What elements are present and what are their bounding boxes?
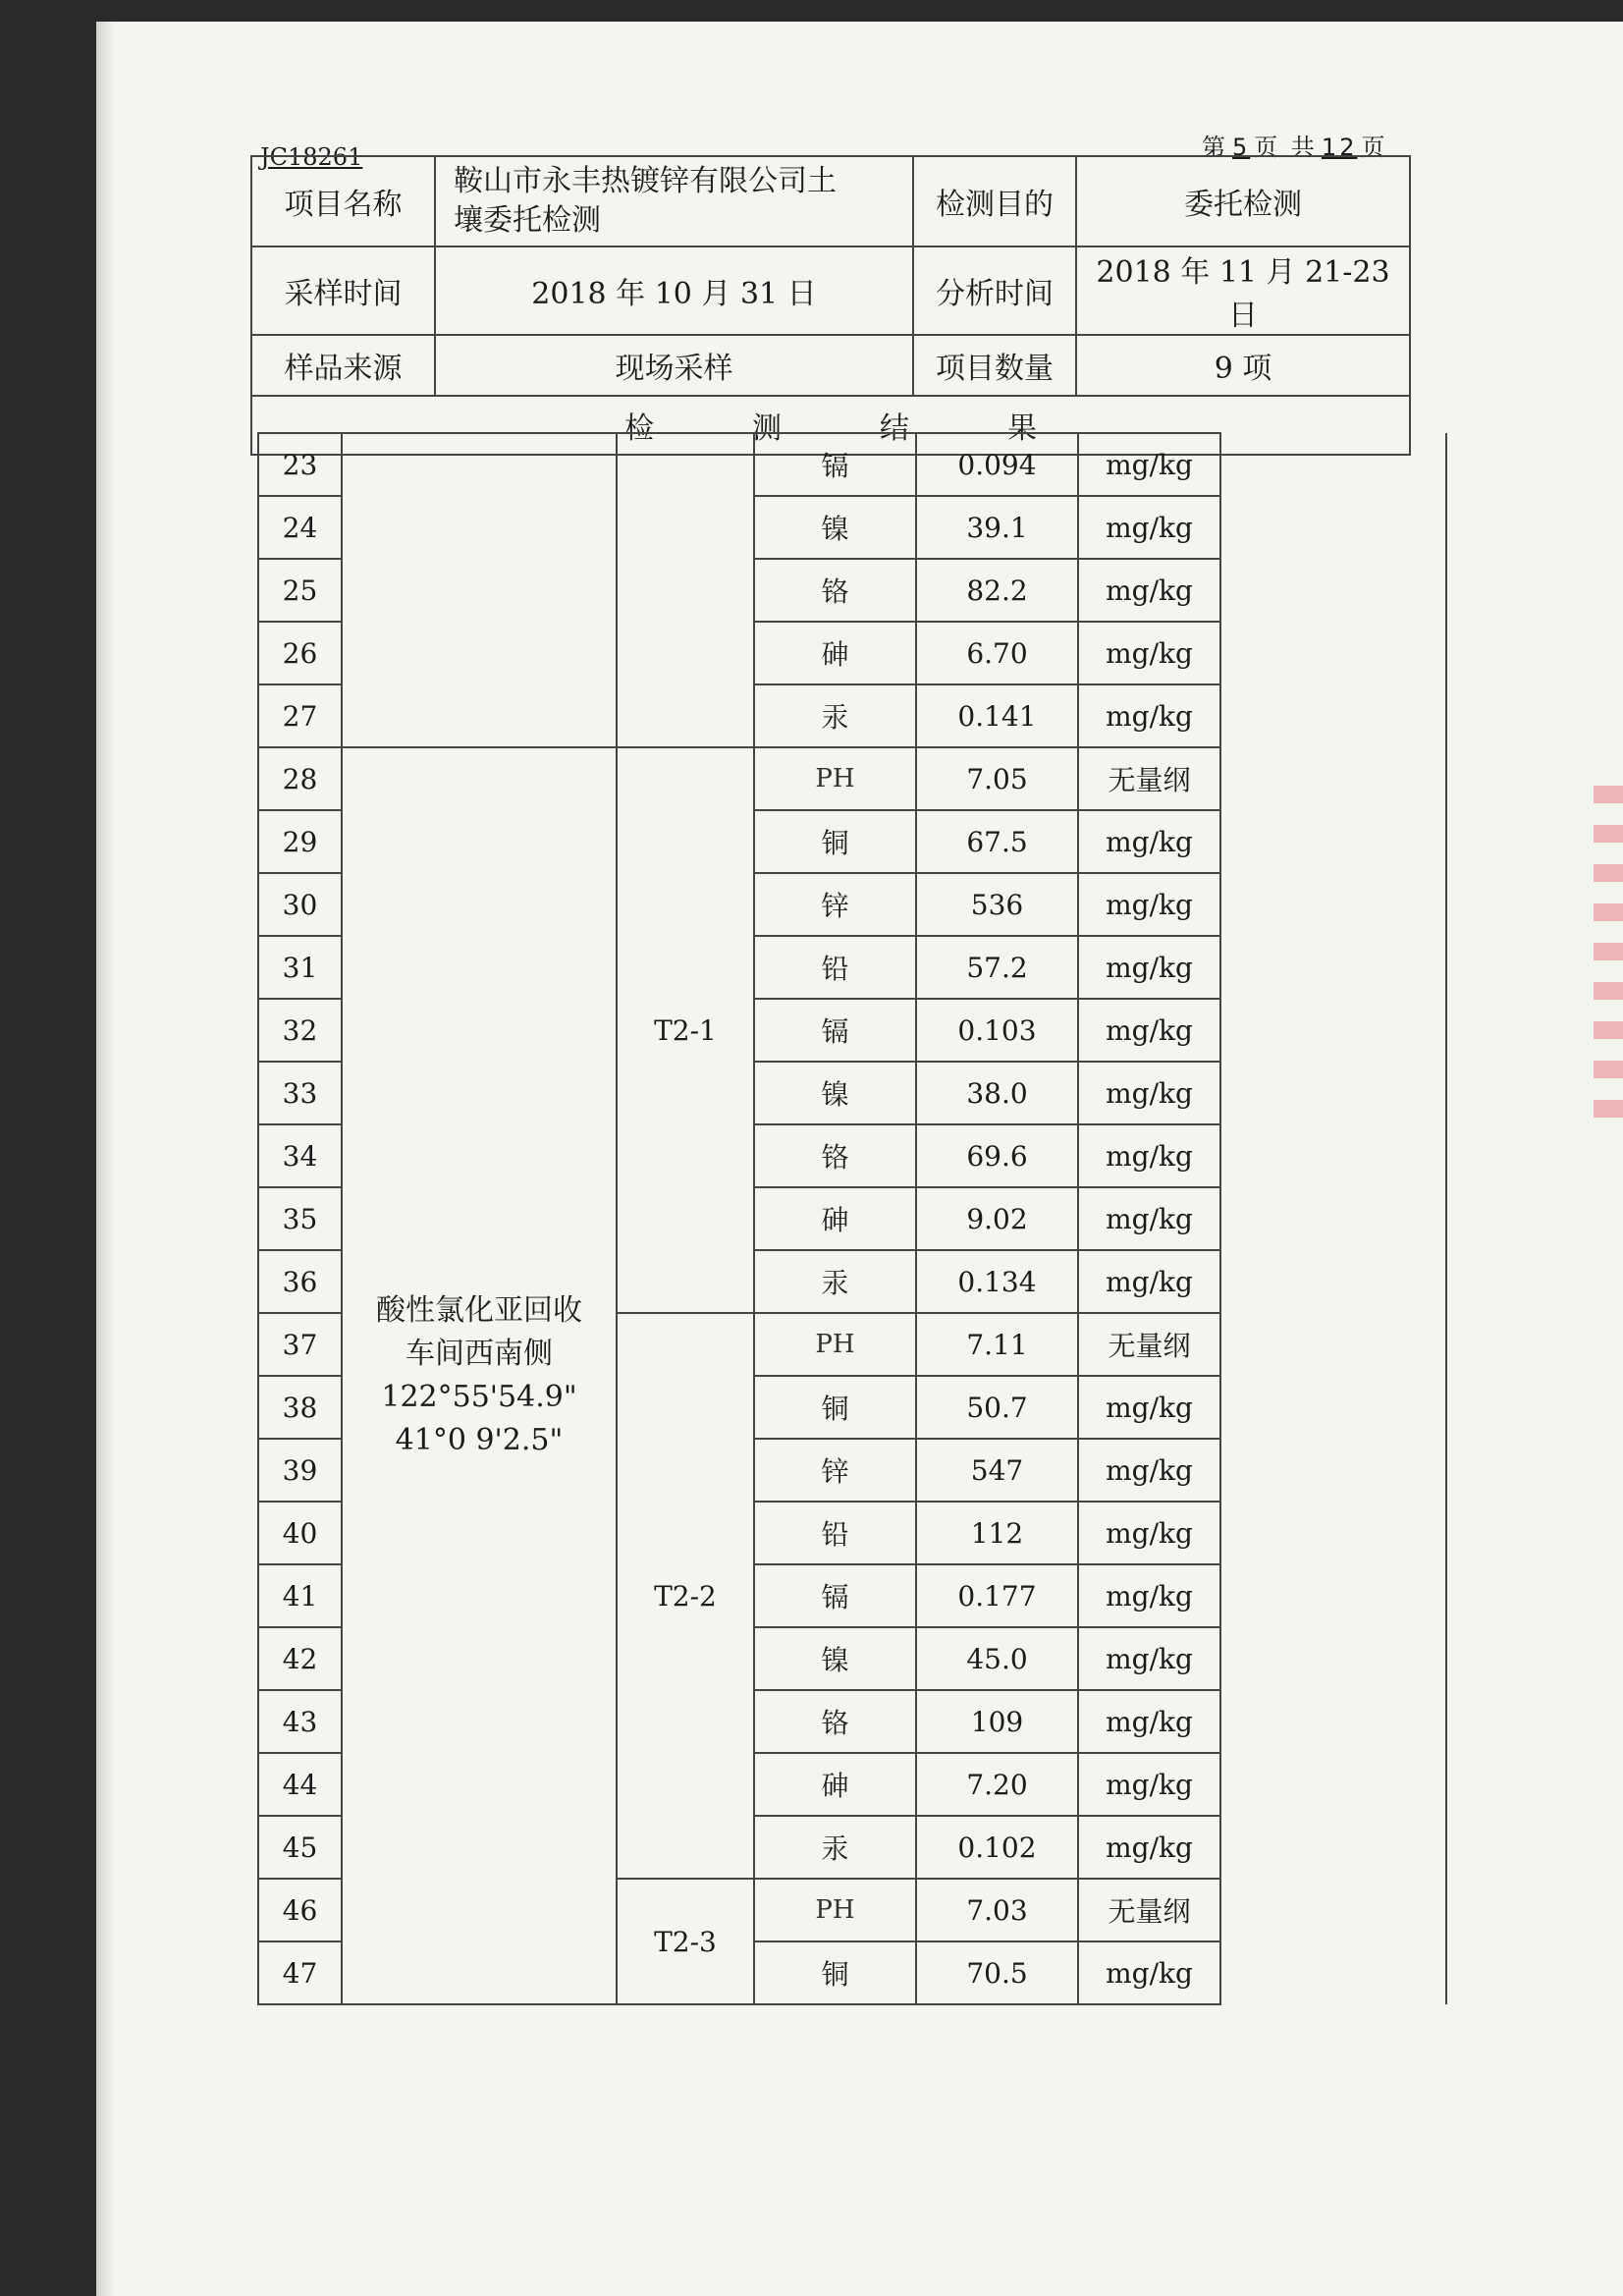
item-name: 镍 — [754, 1627, 916, 1690]
item-unit: mg/kg — [1078, 684, 1220, 747]
item-value: 38.0 — [916, 1062, 1078, 1124]
page-suffix: 页 — [1361, 134, 1388, 161]
item-count-label: 项目数量 — [913, 335, 1076, 396]
sample-cell-previous — [617, 433, 754, 747]
row-index: 36 — [258, 1250, 342, 1313]
row-index: 23 — [258, 433, 342, 496]
item-name: 铜 — [754, 810, 916, 873]
row-index: 46 — [258, 1879, 342, 1941]
item-value: 7.20 — [916, 1753, 1078, 1816]
row-index: 45 — [258, 1816, 342, 1879]
item-unit: mg/kg — [1078, 1690, 1220, 1753]
row-index: 43 — [258, 1690, 342, 1753]
item-name: 汞 — [754, 684, 916, 747]
item-unit: mg/kg — [1078, 1187, 1220, 1250]
item-name: 汞 — [754, 1250, 916, 1313]
item-name: 砷 — [754, 1187, 916, 1250]
project-name-value — [435, 156, 913, 246]
item-value: 7.03 — [916, 1879, 1078, 1941]
page-total: 12 — [1321, 134, 1358, 161]
item-unit: mg/kg — [1078, 873, 1220, 936]
item-unit: mg/kg — [1078, 1627, 1220, 1690]
location-longitude: 122°55'54.9" — [381, 1380, 577, 1414]
row-index: 30 — [258, 873, 342, 936]
project-name-line1: 鞍山市永丰热镀锌有限公司土 — [454, 164, 837, 198]
item-value: 547 — [916, 1439, 1078, 1502]
item-name: PH — [754, 747, 916, 810]
item-name: 砷 — [754, 622, 916, 684]
item-name: 锌 — [754, 1439, 916, 1502]
row-index: 32 — [258, 999, 342, 1062]
results-table — [257, 432, 1447, 2005]
item-value: 6.70 — [916, 622, 1078, 684]
item-unit: 无量纲 — [1078, 747, 1220, 810]
item-unit: mg/kg — [1078, 622, 1220, 684]
item-name: 铅 — [754, 936, 916, 999]
project-name-label: 项目名称 — [251, 156, 435, 246]
item-value: 67.5 — [916, 810, 1078, 873]
item-unit: mg/kg — [1078, 1439, 1220, 1502]
sample-id-t2-2: T2-2 — [617, 1313, 754, 1879]
location-line1: 酸性氯化亚回收 — [376, 1293, 582, 1328]
location-cell-previous — [342, 433, 617, 747]
item-unit: mg/kg — [1078, 1564, 1220, 1627]
blank-column — [1220, 433, 1446, 2004]
item-unit: mg/kg — [1078, 433, 1220, 496]
item-value: 69.6 — [916, 1124, 1078, 1187]
red-seal-stamp-edge — [1594, 786, 1623, 1139]
row-index: 39 — [258, 1439, 342, 1502]
purpose-label: 检测目的 — [913, 156, 1076, 246]
item-name: 铅 — [754, 1502, 916, 1564]
item-unit: 无量纲 — [1078, 1313, 1220, 1376]
header-row-source — [251, 335, 1410, 396]
item-unit: mg/kg — [1078, 1124, 1220, 1187]
item-name: 铬 — [754, 1690, 916, 1753]
sample-source-label: 样品来源 — [251, 335, 435, 396]
item-name: 汞 — [754, 1816, 916, 1879]
item-name: PH — [754, 1879, 916, 1941]
item-unit: mg/kg — [1078, 936, 1220, 999]
item-name: 铜 — [754, 1376, 916, 1439]
report-header-table — [250, 155, 1411, 456]
row-index: 40 — [258, 1502, 342, 1564]
item-unit: mg/kg — [1078, 1062, 1220, 1124]
results-title: 检测结果 — [251, 396, 1410, 455]
item-name: 铜 — [754, 1941, 916, 2004]
row-index: 38 — [258, 1376, 342, 1439]
item-value: 0.094 — [916, 433, 1078, 496]
row-index: 37 — [258, 1313, 342, 1376]
item-unit: mg/kg — [1078, 496, 1220, 559]
item-unit: mg/kg — [1078, 810, 1220, 873]
row-index: 31 — [258, 936, 342, 999]
sampling-time-label: 采样时间 — [251, 246, 435, 335]
item-name: 镉 — [754, 433, 916, 496]
item-name: 锌 — [754, 873, 916, 936]
item-unit: 无量纲 — [1078, 1879, 1220, 1941]
item-unit: mg/kg — [1078, 1502, 1220, 1564]
item-unit: mg/kg — [1078, 999, 1220, 1062]
page-prefix: 第 — [1202, 134, 1228, 161]
row-index: 25 — [258, 559, 342, 622]
purpose-value: 委托检测 — [1076, 156, 1410, 246]
sample-id-t2-3: T2-3 — [617, 1879, 754, 2004]
header-row-time — [251, 246, 1410, 335]
page-mid: 页 共 — [1254, 134, 1318, 161]
item-value: 112 — [916, 1502, 1078, 1564]
item-value: 45.0 — [916, 1627, 1078, 1690]
row-index: 34 — [258, 1124, 342, 1187]
item-name: 镍 — [754, 1062, 916, 1124]
item-value: 0.102 — [916, 1816, 1078, 1879]
location-cell — [342, 747, 617, 2004]
item-value: 50.7 — [916, 1376, 1078, 1439]
analysis-time-label: 分析时间 — [913, 246, 1076, 335]
row-index: 33 — [258, 1062, 342, 1124]
row-index: 28 — [258, 747, 342, 810]
header-row-project — [251, 156, 1410, 246]
item-value: 57.2 — [916, 936, 1078, 999]
page-binding-shadow — [96, 22, 114, 2296]
item-value: 109 — [916, 1690, 1078, 1753]
row-index: 44 — [258, 1753, 342, 1816]
sample-id-t2-1: T2-1 — [617, 747, 754, 1313]
item-value: 7.11 — [916, 1313, 1078, 1376]
item-count-value: 9 项 — [1076, 335, 1410, 396]
location-latitude: 41°0 9'2.5" — [395, 1423, 564, 1457]
item-value: 39.1 — [916, 496, 1078, 559]
item-name: 镉 — [754, 1564, 916, 1627]
item-unit: mg/kg — [1078, 559, 1220, 622]
item-unit: mg/kg — [1078, 1376, 1220, 1439]
item-value: 0.177 — [916, 1564, 1078, 1627]
sampling-time-value: 2018 年 10 月 31 日 — [435, 246, 913, 335]
page-current: 5 — [1232, 134, 1251, 161]
item-value: 0.141 — [916, 684, 1078, 747]
item-name: 镉 — [754, 999, 916, 1062]
sample-source-value: 现场采样 — [435, 335, 913, 396]
item-value: 82.2 — [916, 559, 1078, 622]
document-code: JC18261 — [260, 143, 363, 171]
item-value: 0.103 — [916, 999, 1078, 1062]
project-name-line2: 壤委托检测 — [454, 203, 601, 238]
item-unit: mg/kg — [1078, 1753, 1220, 1816]
analysis-time-value: 2018 年 11 月 21-23 日 — [1076, 246, 1410, 335]
row-index: 42 — [258, 1627, 342, 1690]
item-value: 9.02 — [916, 1187, 1078, 1250]
item-name: 砷 — [754, 1753, 916, 1816]
item-unit: mg/kg — [1078, 1250, 1220, 1313]
item-value: 7.05 — [916, 747, 1078, 810]
item-name: 铬 — [754, 559, 916, 622]
location-line2: 车间西南侧 — [406, 1337, 553, 1371]
row-index: 29 — [258, 810, 342, 873]
row-index: 47 — [258, 1941, 342, 2004]
item-value: 0.134 — [916, 1250, 1078, 1313]
item-value: 70.5 — [916, 1941, 1078, 2004]
item-value: 536 — [916, 873, 1078, 936]
row-index: 26 — [258, 622, 342, 684]
item-name: 镍 — [754, 496, 916, 559]
item-name: PH — [754, 1313, 916, 1376]
row-index: 41 — [258, 1564, 342, 1627]
row-index: 35 — [258, 1187, 342, 1250]
item-unit: mg/kg — [1078, 1941, 1220, 2004]
item-name: 铬 — [754, 1124, 916, 1187]
item-unit: mg/kg — [1078, 1816, 1220, 1879]
row-index: 27 — [258, 684, 342, 747]
row-index: 24 — [258, 496, 342, 559]
table-row — [258, 433, 1446, 496]
